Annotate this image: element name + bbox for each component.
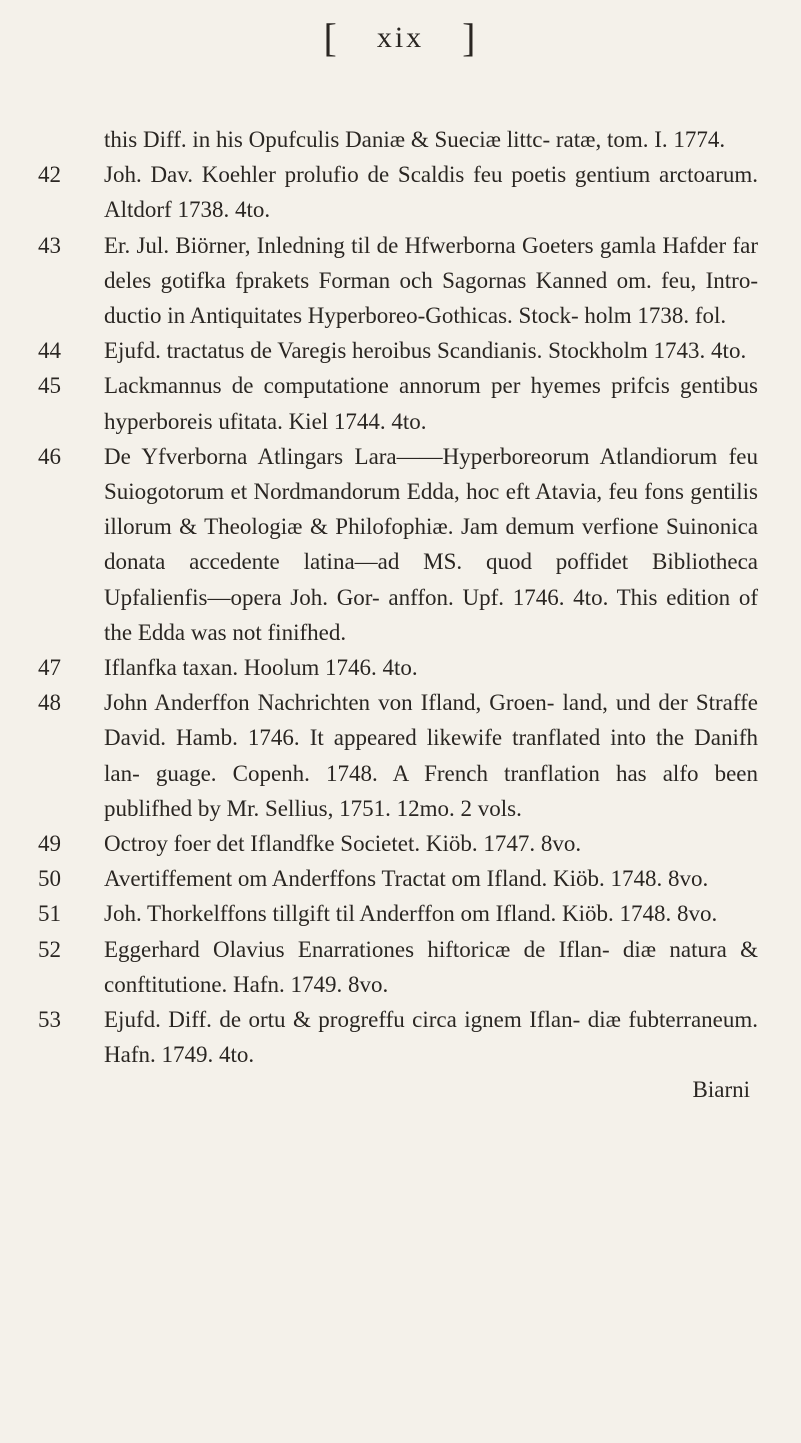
entry-text: De Yfverborna Atlingars Lara——Hyperboreorum Atlandiorum feu Suiogotorum et Nordmandorum Edda, hoc eft Atavia, feu fons gentilis illorum & Theologiæ & Philofophiæ. Jam demum verfione Suinonica donata accedente latina—ad MS. quod poffidet Bibliotheca Upfalienfis—opera Joh. Gor- anffon. Upf. 1746. 4to. This edition of the Edda was not finifhed. <box>104 443 758 645</box>
entry-number: 43 <box>38 232 61 258</box>
page-number: xix <box>376 21 425 54</box>
bibliography-list <box>38 122 758 1108</box>
entry-text: Ejufd. Diff. de ortu & progreffu circa ignem Iflan- diæ fubterraneum. Hafn. 1749. 4to. <box>104 1007 758 1068</box>
continuation-text: this Diff. in his Opufculis Daniæ & Sueciæ littc- ratæ, tom. I. 1774. <box>104 127 726 152</box>
entry-number: 49 <box>38 831 61 857</box>
entry-47 <box>38 650 758 685</box>
entry-45 <box>38 368 758 438</box>
entry-number: 53 <box>38 1007 61 1033</box>
close-bracket: ] <box>462 15 478 60</box>
entry-46 <box>38 439 758 650</box>
entry-48 <box>38 685 758 826</box>
entry-51 <box>38 896 758 931</box>
open-bracket: [ <box>323 15 339 60</box>
entry-number: 47 <box>38 655 61 681</box>
entry-text: Iflanfka taxan. Hoolum 1746. 4to. <box>104 655 418 681</box>
page-header <box>0 14 801 61</box>
entry-number: 44 <box>38 338 61 364</box>
entry-number: 52 <box>38 936 61 962</box>
entry-49 <box>38 826 758 861</box>
entry-50 <box>38 861 758 896</box>
entry-text: Ejufd. tractatus de Varegis heroibus Scandianis. Stockholm 1743. 4to. <box>104 338 747 364</box>
entry-number: 50 <box>38 866 61 892</box>
entry-number: 48 <box>38 690 61 716</box>
entry-text: Avertiffement om Anderffons Tractat om Ifland. Kiöb. 1748. 8vo. <box>104 866 709 892</box>
entry-42 <box>38 157 758 227</box>
entry-text: John Anderffon Nachrichten von Ifland, Groen- land, und der Straffe David. Hamb. 1746. It appeared likewife tranflated into the Danifh lan- guage. Copenh. 1748. A French tranflation has alfo been publifhed by Mr. Sellius, 1751. 12mo. 2 vols. <box>104 690 758 821</box>
entry-text: Lackmannus de computatione annorum per hyemes prifcis gentibus hyperboreis ufitata. Kiel 1744. 4to. <box>104 373 758 434</box>
catchword: Biarni <box>692 1077 750 1103</box>
entry-52 <box>38 932 758 1002</box>
entry-text: Joh. Thorkelffons tillgift til Anderffon om Ifland. Kiöb. 1748. 8vo. <box>104 901 718 927</box>
entry-text: Eggerhard Olavius Enarrationes hiftoricæ de Iflan- diæ natura & conftitutione. Hafn. 1749. 8vo. <box>104 936 758 997</box>
entry-number: 51 <box>38 901 61 927</box>
entry-44 <box>38 333 758 368</box>
entry-43 <box>38 228 758 334</box>
entry-number: 46 <box>38 443 61 469</box>
entry-text: Er. Jul. Biörner, Inledning til de Hfwerborna Goeters gamla Hafder far deles gotifka fprakets Forman och Sagornas Kanned om. feu, Intro- ductio in Antiquitates Hyperboreo-Gothicas. Stock- holm 1738. fol. <box>104 232 758 329</box>
entry-number: 42 <box>38 162 61 188</box>
entry-53 <box>38 1002 758 1072</box>
entry-text: Octroy foer det Iflandfke Societet. Kiöb. 1747. 8vo. <box>104 831 582 857</box>
entry-text: Joh. Dav. Koehler prolufio de Scaldis feu poetis gentium arctoarum. Altdorf 1738. 4to. <box>104 162 758 223</box>
entry-number: 45 <box>38 373 61 399</box>
